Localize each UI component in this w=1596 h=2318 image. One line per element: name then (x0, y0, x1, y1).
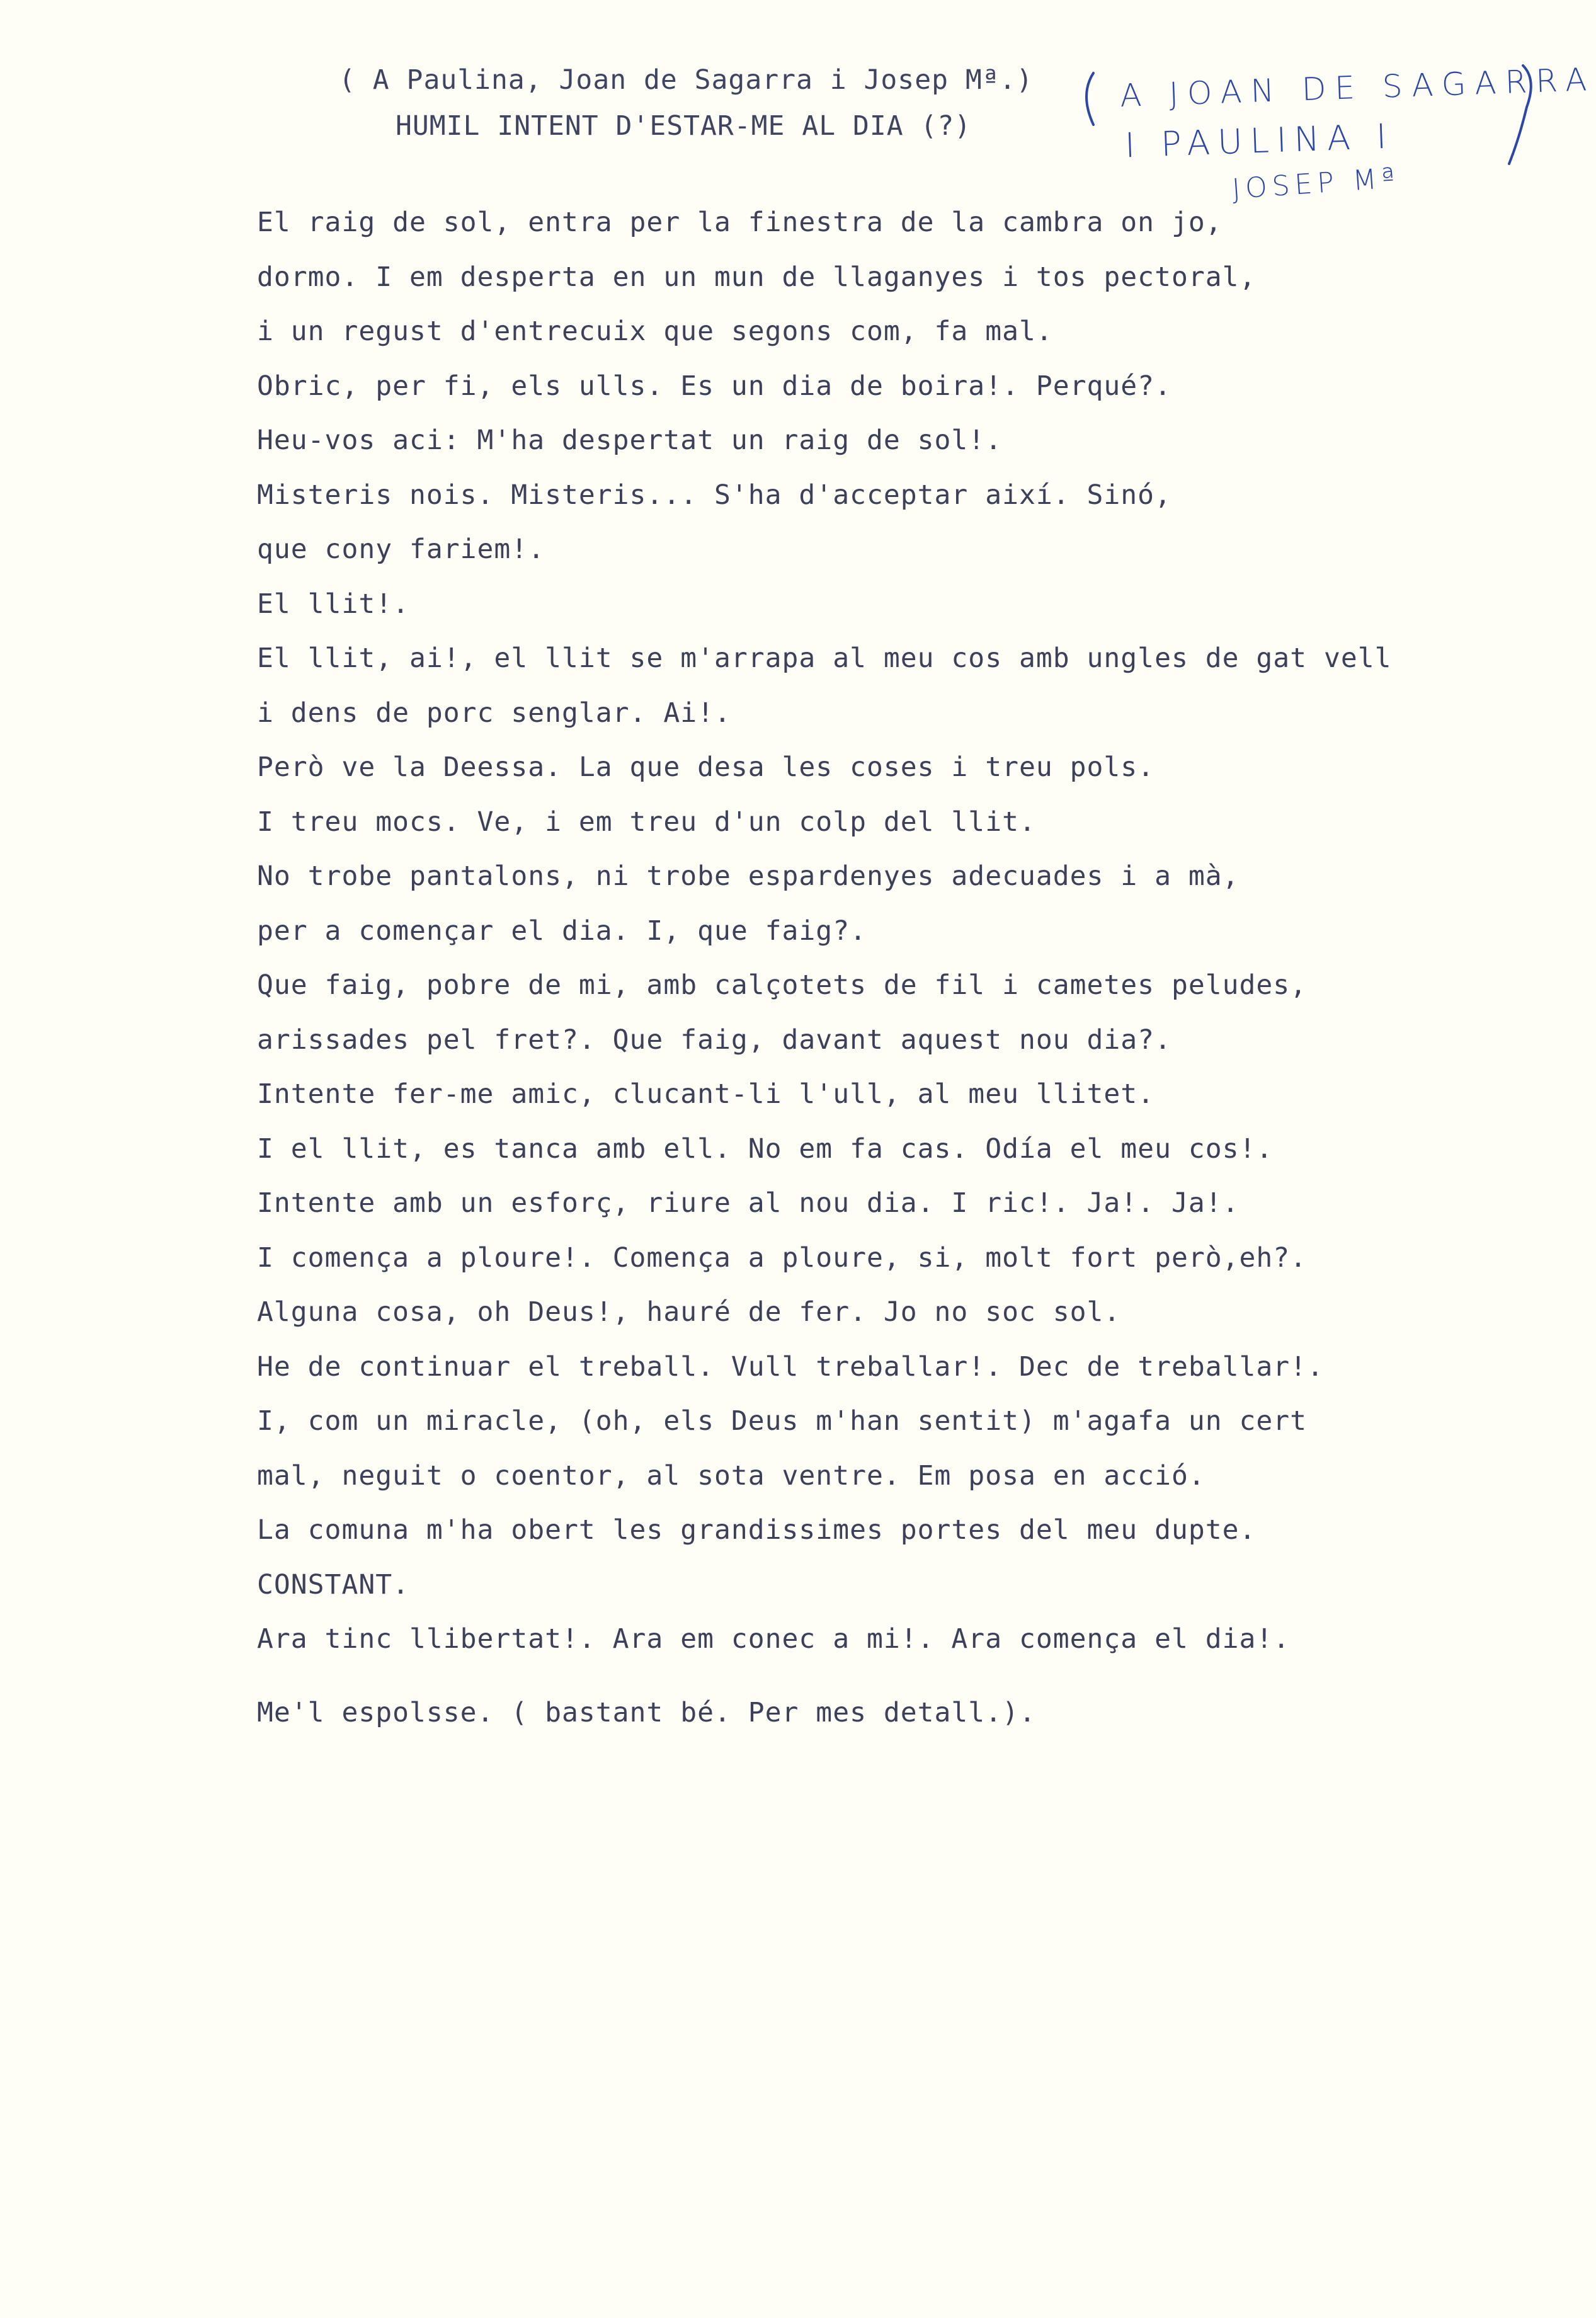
poem-title: HUMIL INTENT D'ESTAR-ME AL DIA (?) (396, 110, 972, 142)
poem-line: Que faig, pobre de mi, amb calçotets de fil i cametes peludes, (257, 969, 1308, 1001)
poem-line: I, com un miracle, (oh, els Deus m'han sentit) m'agafa un cert (257, 1405, 1308, 1437)
poem-line: per a començar el dia. I, que faig?. (257, 915, 867, 947)
poem-line: dormo. I em desperta en un mun de llaganyes i tos pectoral, (257, 261, 1257, 293)
poem-line: Ara tinc llibertat!. Ara em conec a mi!. Ara comença el dia!. (257, 1623, 1291, 1655)
poem-line: Intente amb un esforç, riure al nou dia. I ric!. Ja!. Ja!. (257, 1187, 1240, 1219)
poem-line: I treu mocs. Ve, i em treu d'un colp del llit. (257, 806, 1036, 838)
poem-line: El llit, ai!, el llit se m'arrapa al meu cos amb ungles de gat vell (257, 642, 1392, 674)
poem-line: El raig de sol, entra per la finestra de la cambra on jo, (257, 207, 1223, 238)
poem-line: que cony fariem!. (257, 534, 545, 565)
poem-line: i dens de porc senglar. Ai!. (257, 697, 731, 729)
poem-line: I comença a ploure!. Comença a ploure, si, molt fort però,eh?. (257, 1242, 1308, 1274)
poem-line: Obric, per fi, els ulls. Es un dia de boira!. Perqué?. (257, 370, 1171, 402)
poem-line: Misteris nois. Misteris... S'ha d'acceptar així. Sinó, (257, 479, 1171, 511)
poem-line: mal, neguit o coentor, al sota ventre. Em posa en acció. (257, 1459, 1206, 1492)
dedication-typed-line: ( A Paulina, Joan de Sagarra i Josep Mª.) (339, 64, 1034, 96)
handwritten-line-1: A JOAN DE SAGARRA (1119, 60, 1596, 115)
poem-line: i un regust d'entrecuix que segons com, fa mal. (257, 316, 1053, 347)
poem-line: Però ve la Deessa. La que desa les coses i treu pols. (257, 751, 1155, 783)
poem-line: El llit!. (257, 588, 409, 620)
poem-line: I el llit, es tanca amb ell. No em fa cas. Odía el meu cos!. (257, 1133, 1274, 1165)
poem-line: He de continuar el treball. Vull treballar!. Dec de treballar!. (257, 1350, 1324, 1383)
closing-line: Me'l espolsse. ( bastant bé. Per mes detall.). (257, 1697, 1036, 1728)
poem-body (257, 195, 1544, 1667)
poem-line: Heu-vos aci: M'ha despertat un raig de sol!. (257, 425, 1003, 456)
poem-line: arissades pel fret?. Que faig, davant aquest nou dia?. (257, 1024, 1171, 1056)
handwritten-line-2: I PAULINA I (1124, 116, 1395, 166)
handwritten-line-3: JOSEP Mª (1231, 161, 1401, 206)
handwritten-dedication (1074, 44, 1596, 208)
poem-line: CONSTANT. (257, 1568, 409, 1601)
poem-line: No trobe pantalons, ni trobe espardenyes adecuades i a mà, (257, 860, 1240, 892)
poem-line: Alguna cosa, oh Deus!, hauré de fer. Jo no soc sol. (257, 1296, 1121, 1328)
poem-line: Intente fer-me amic, clucant-li l'ull, al meu llitet. (257, 1078, 1155, 1110)
poem-line: La comuna m'ha obert les grandissimes portes del meu dupte. (257, 1514, 1257, 1546)
